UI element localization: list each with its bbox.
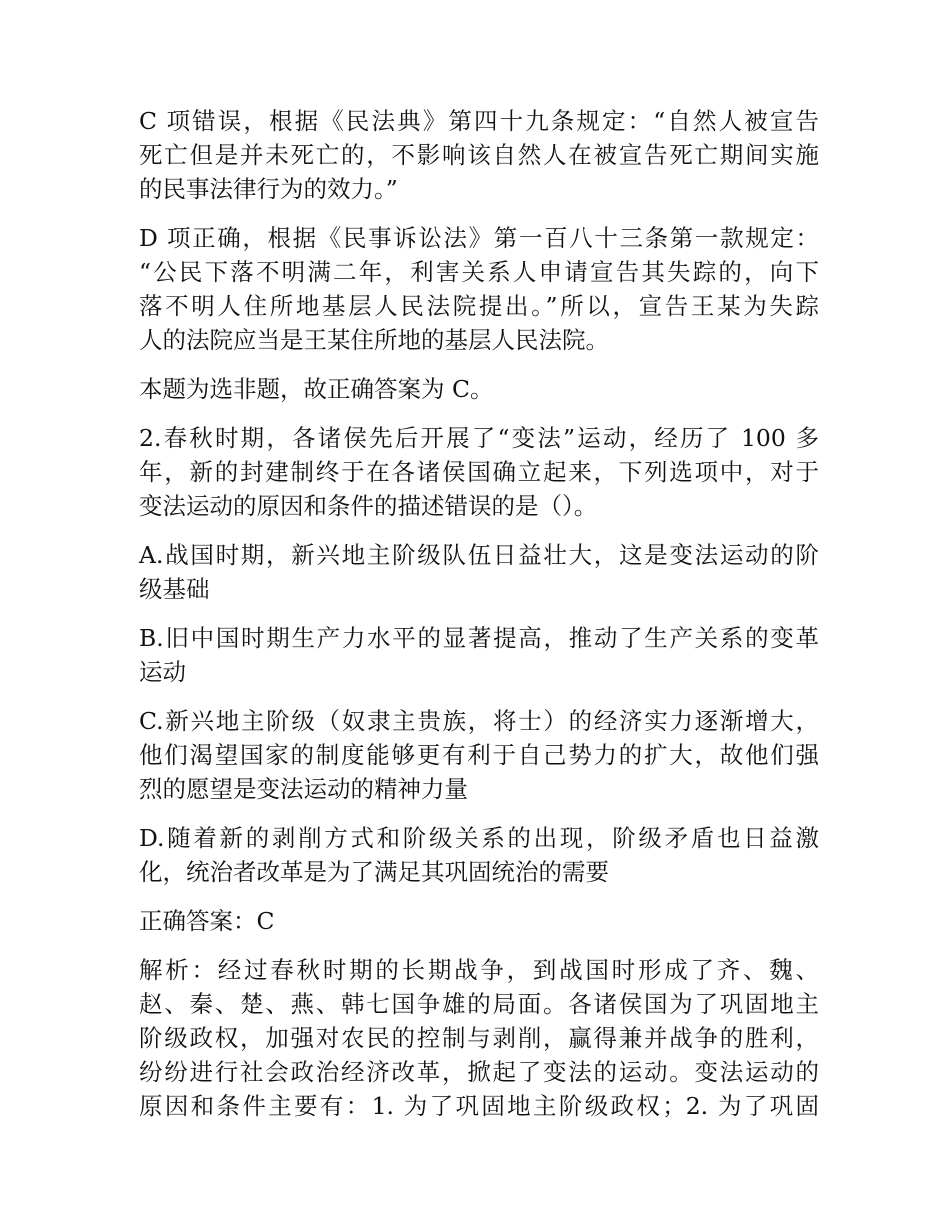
text-line: 纷纷进行社会政治经济改革，掀起了变法的运动。变法运动的	[139, 1058, 819, 1086]
text-line: 落不明人住所地基层人民法院提出。”所以，宣告王某为失踪	[139, 292, 819, 320]
text-line: C 项错误，根据《民法典》第四十九条规定：“自然人被宣告	[139, 107, 819, 135]
option-a-paragraph	[139, 538, 819, 606]
text-line: 死亡但是并未死亡的，不影响该自然人在被宣告死亡期间实施	[139, 141, 819, 169]
text-line: B.旧中国时期生产力水平的显著提高，推动了生产关系的变革	[139, 624, 819, 652]
text-line: A.战国时期，新兴地主阶级队伍日益壮大，这是变法运动的阶	[139, 541, 819, 569]
text-line: 化，统治者改革是为了满足其巩固统治的需要	[139, 858, 609, 886]
text-line: 级基础	[139, 575, 210, 603]
text-line: 变法运动的原因和条件的描述错误的是（）。	[139, 492, 598, 520]
text-line: “公民下落不明满二年，利害关系人申请宣告其失踪的，向下	[139, 258, 819, 286]
option-d-explanation-paragraph	[139, 221, 819, 357]
text-line: 2.春秋时期，各诸侯先后开展了“变法”运动，经历了 100 多	[139, 424, 819, 452]
text-line: D.随着新的剥削方式和阶级关系的出现，阶级矛盾也日益激	[139, 824, 819, 852]
text-line: 正确答案：C	[139, 907, 275, 935]
text-line: 人的法院应当是王某住所地的基层人民法院。	[139, 326, 609, 354]
analysis-paragraph	[139, 953, 819, 1123]
question-2-paragraph	[139, 421, 819, 523]
option-c-explanation-paragraph	[139, 104, 819, 206]
text-line: 本题为选非题，故正确答案为 C。	[139, 375, 494, 403]
correct-answer-paragraph	[139, 904, 819, 938]
text-line: 赵、秦、楚、燕、韩七国争雄的局面。各诸侯国为了巩固地主	[139, 990, 819, 1018]
text-line: 解析：经过春秋时期的长期战争，到战国时形成了齐、魏、	[139, 956, 819, 984]
text-line: C.新兴地主阶级（奴隶主贵族，将士）的经济实力逐渐增大，	[139, 707, 819, 735]
document-page	[139, 104, 819, 1138]
text-line: 阶级政权，加强对农民的控制与剥削，赢得兼并战争的胜利，	[139, 1024, 819, 1052]
text-line: 他们渴望国家的制度能够更有利于自己势力的扩大，故他们强	[139, 741, 819, 769]
text-line: 运动	[139, 658, 186, 686]
text-line: 原因和条件主要有：1. 为了巩固地主阶级政权；2. 为了巩固	[139, 1092, 819, 1120]
option-b-paragraph	[139, 621, 819, 689]
option-c-paragraph	[139, 704, 819, 806]
text-line: D 项正确，根据《民事诉讼法》第一百八十三条第一款规定：	[139, 224, 819, 252]
text-line: 烈的愿望是变法运动的精神力量	[139, 775, 468, 803]
text-line: 的民事法律行为的效力。”	[139, 175, 398, 203]
answer-summary-paragraph	[139, 372, 819, 406]
option-d-paragraph	[139, 821, 819, 889]
text-line: 年，新的封建制终于在各诸侯国确立起来，下列选项中，对于	[139, 458, 819, 486]
